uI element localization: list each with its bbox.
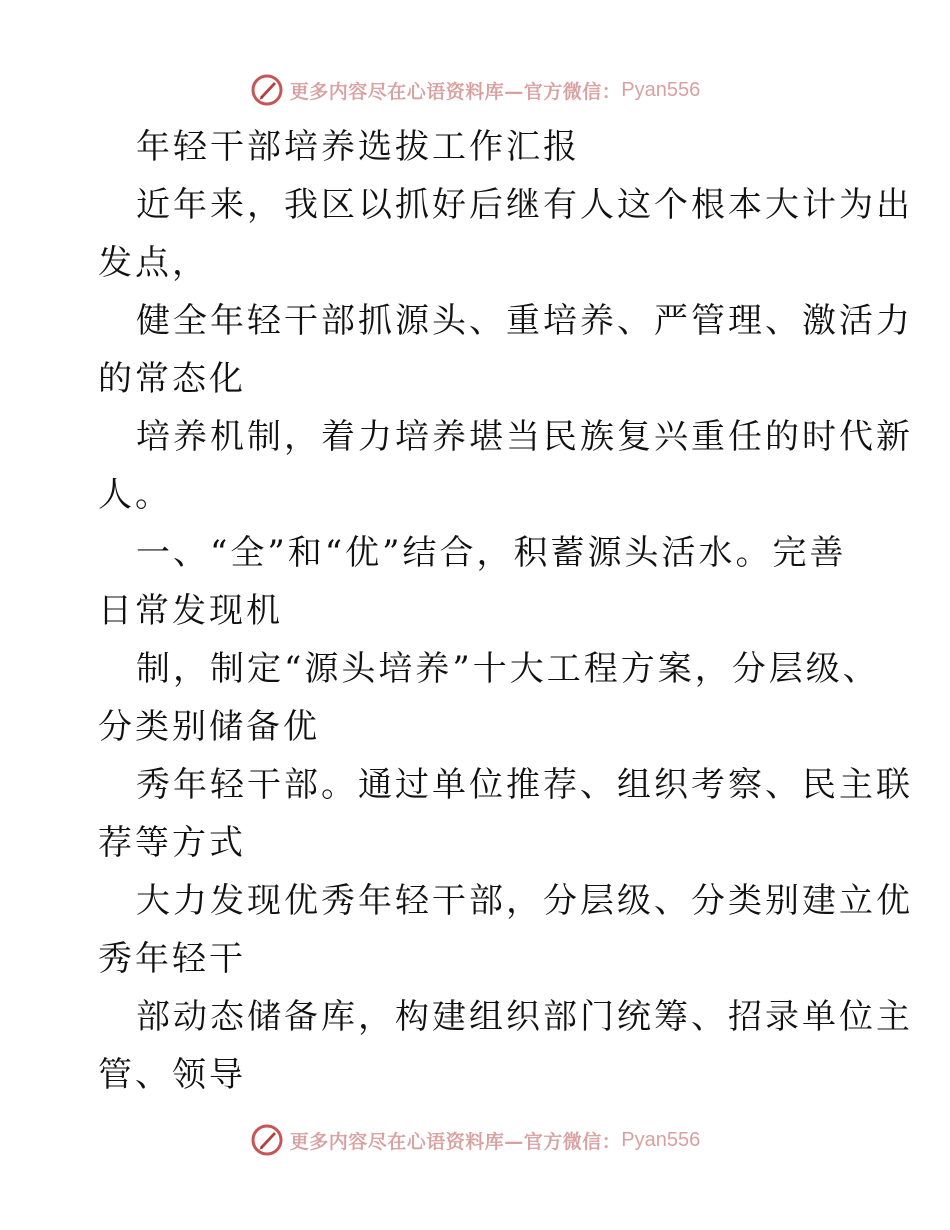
text-line: 大力发现优秀年轻干部，分层级、分类别建立优 xyxy=(136,881,913,921)
text-line: 培养机制，着力培养堪当民族复兴重任的时代新 xyxy=(136,417,913,457)
text-line: 日常发现机 xyxy=(98,591,283,631)
text-line: 的常态化 xyxy=(98,359,246,399)
watermark-text: 更多内容尽在心语资料库—官方微信： xyxy=(289,80,622,103)
quill-logo-icon xyxy=(250,73,284,107)
watermark-text: 更多内容尽在心语资料库—官方微信： xyxy=(289,1130,622,1153)
quill-logo-icon xyxy=(250,1123,284,1157)
text-line: 近年来，我区以抓好后继有人这个根本大计为出 xyxy=(136,185,913,225)
text-line: 管、领导 xyxy=(98,1055,246,1095)
document-body xyxy=(98,118,913,1104)
text-line: 部动态储备库，构建组织部门统筹、招录单位主 xyxy=(136,997,913,1037)
header-watermark xyxy=(0,68,950,112)
footer-watermark xyxy=(0,1118,950,1162)
text-line: 一、“全”和“优”结合，积蓄源头活水。完善 xyxy=(136,533,847,573)
text-line: 发点， xyxy=(98,243,209,283)
text-line: 秀年轻干部。通过单位推荐、组织考察、民主联 xyxy=(136,765,913,805)
text-line: 分类别储备优 xyxy=(98,707,320,747)
text-line: 制，制定“源头培养”十大工程方案，分层级、 xyxy=(136,649,880,689)
text-line: 秀年轻干 xyxy=(98,939,246,979)
text-line: 荐等方式 xyxy=(98,823,246,863)
text-line: 年轻干部培养选拔工作汇报 xyxy=(136,127,580,167)
watermark-wechat-id: Pyan556 xyxy=(621,78,701,101)
watermark-wechat-id: Pyan556 xyxy=(621,1128,701,1151)
text-line: 健全年轻干部抓源头、重培养、严管理、激活力 xyxy=(136,301,913,341)
text-line: 人。 xyxy=(98,475,172,515)
